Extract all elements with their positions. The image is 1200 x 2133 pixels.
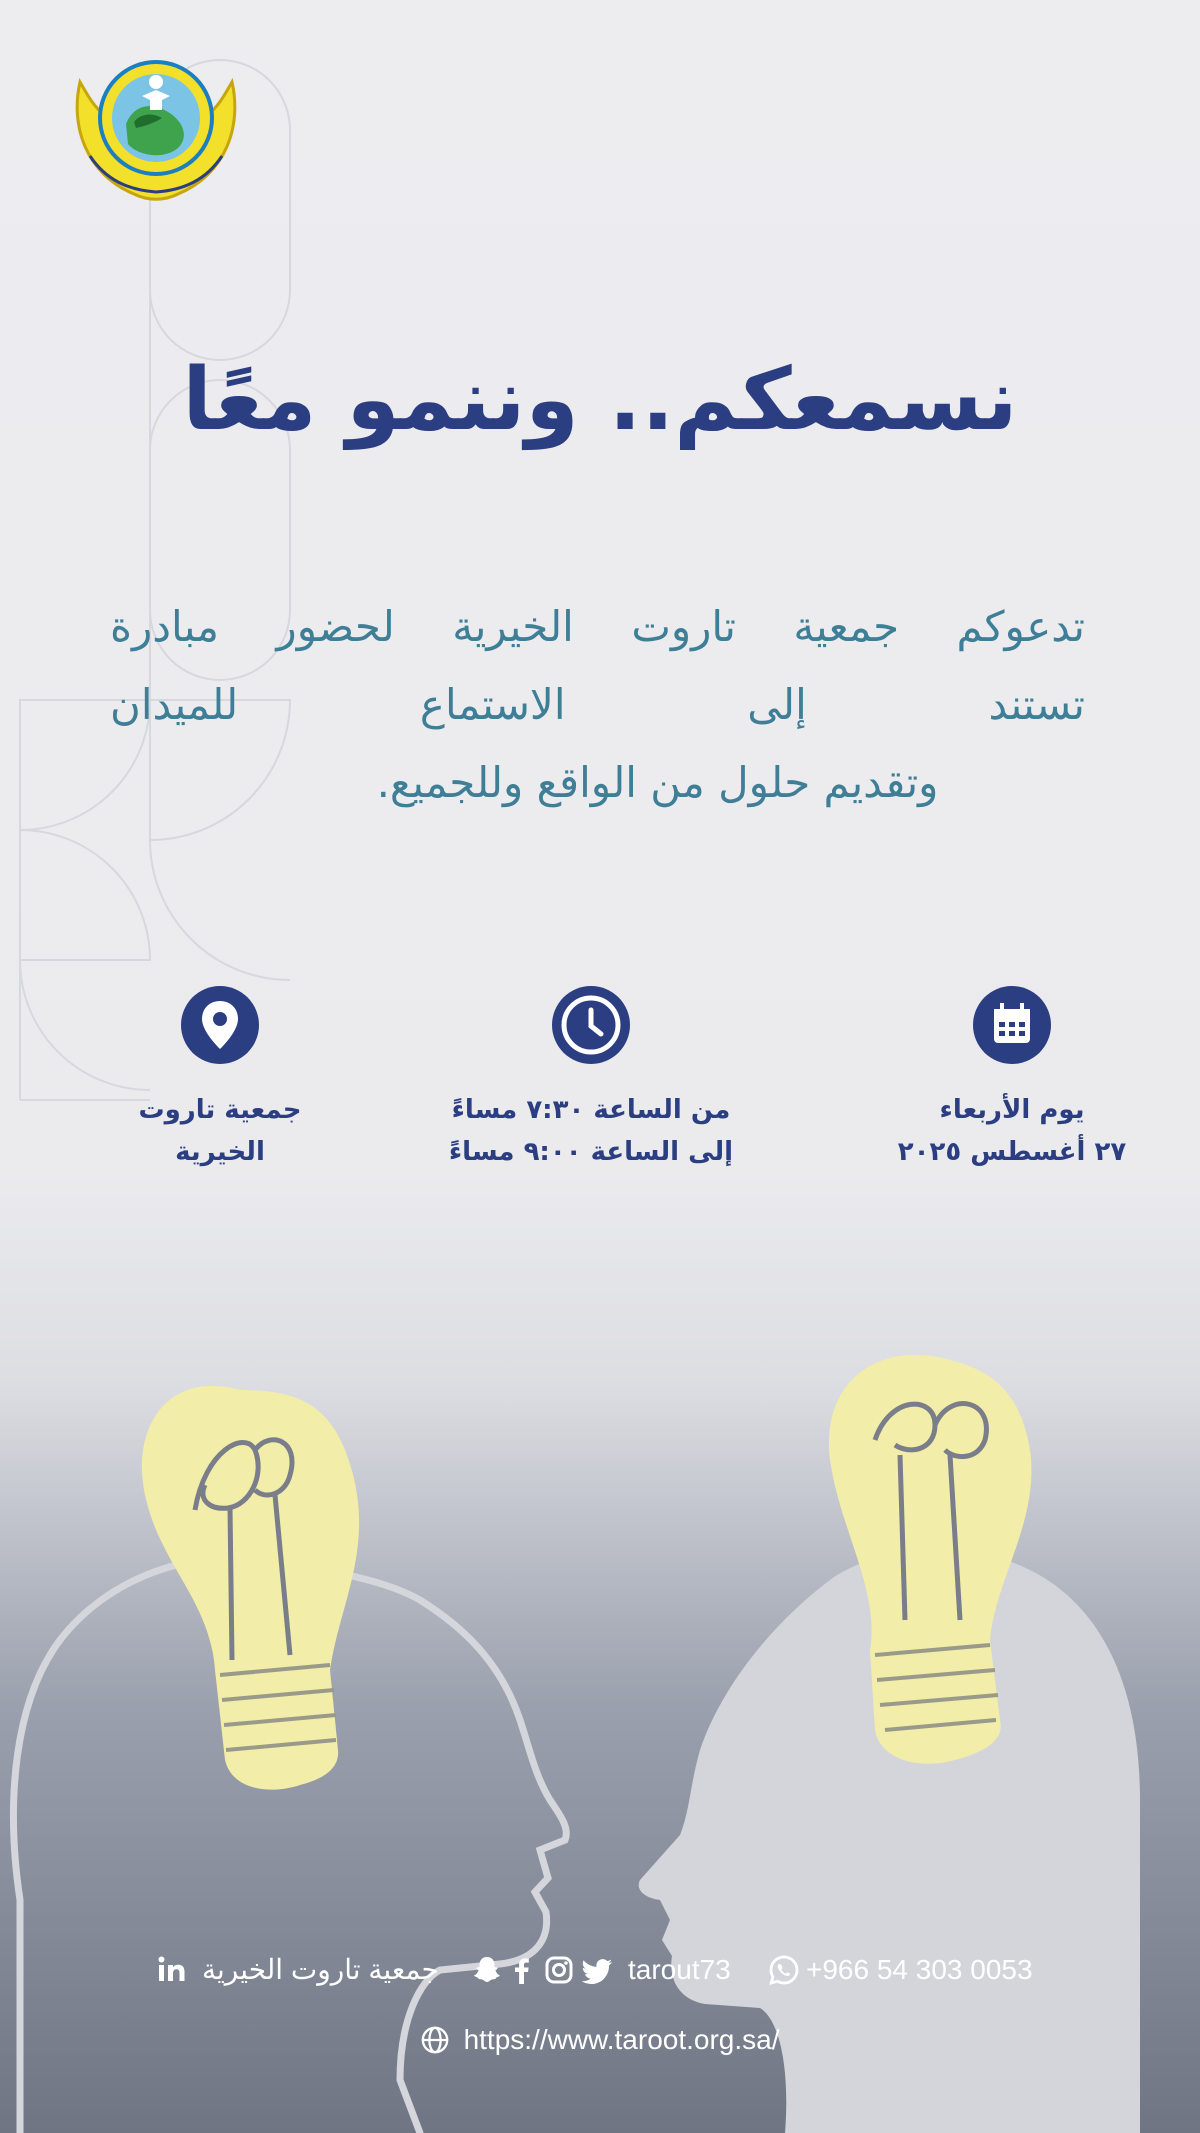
linkedin-icon[interactable] (156, 1954, 188, 1986)
invitation-line: تستند إلى الاستماع للميدان (110, 680, 1085, 729)
globe-icon (420, 2025, 450, 2055)
event-location (70, 985, 370, 1173)
social-handle[interactable]: tarout73 (628, 1954, 731, 1985)
facebook-icon[interactable] (506, 1954, 538, 1986)
twitter-icon[interactable] (582, 1954, 614, 1986)
instagram-icon[interactable] (543, 1954, 575, 1986)
time-line: من الساعة ٧:٣٠ مساءً (451, 1095, 731, 1125)
date-line: ٢٧ أغسطس ٢٠٢٥ (897, 1137, 1127, 1167)
location-line: جمعية تاروت (138, 1095, 302, 1125)
whatsapp-icon[interactable] (768, 1954, 800, 1986)
time-line: إلى الساعة ٩:٠٠ مساءً (448, 1137, 734, 1167)
website-row (0, 2024, 1200, 2056)
location-pin-icon (180, 985, 260, 1065)
clock-icon (551, 985, 631, 1065)
location-line: الخيرية (175, 1137, 265, 1167)
invitation-line: تدعوكم جمعية تاروت الخيرية لحضور مبادرة (110, 602, 1085, 651)
invitation-line: وتقديم حلول من الواقع وللجميع. (376, 758, 939, 807)
date-line: يوم الأربعاء (939, 1095, 1085, 1125)
org-name-handle: جمعية تاروت الخيرية (202, 1954, 439, 1985)
association-logo (66, 56, 246, 208)
lightbulb-heads-illustration (0, 1280, 1200, 2133)
website-link[interactable]: https://www.taroot.org.sa/ (463, 2024, 780, 2055)
event-date (862, 985, 1162, 1173)
event-time (441, 985, 741, 1173)
poster-title: نسمعكم.. وننمو معًا (182, 350, 1018, 450)
invitation-text (110, 588, 1085, 822)
snapchat-icon[interactable] (471, 1954, 503, 1986)
phone-number[interactable]: +966 54 303 0053 (806, 1954, 1033, 1985)
calendar-icon (972, 985, 1052, 1065)
contact-bar (150, 1948, 1050, 1992)
lightbulb-left-icon (142, 1386, 359, 1790)
